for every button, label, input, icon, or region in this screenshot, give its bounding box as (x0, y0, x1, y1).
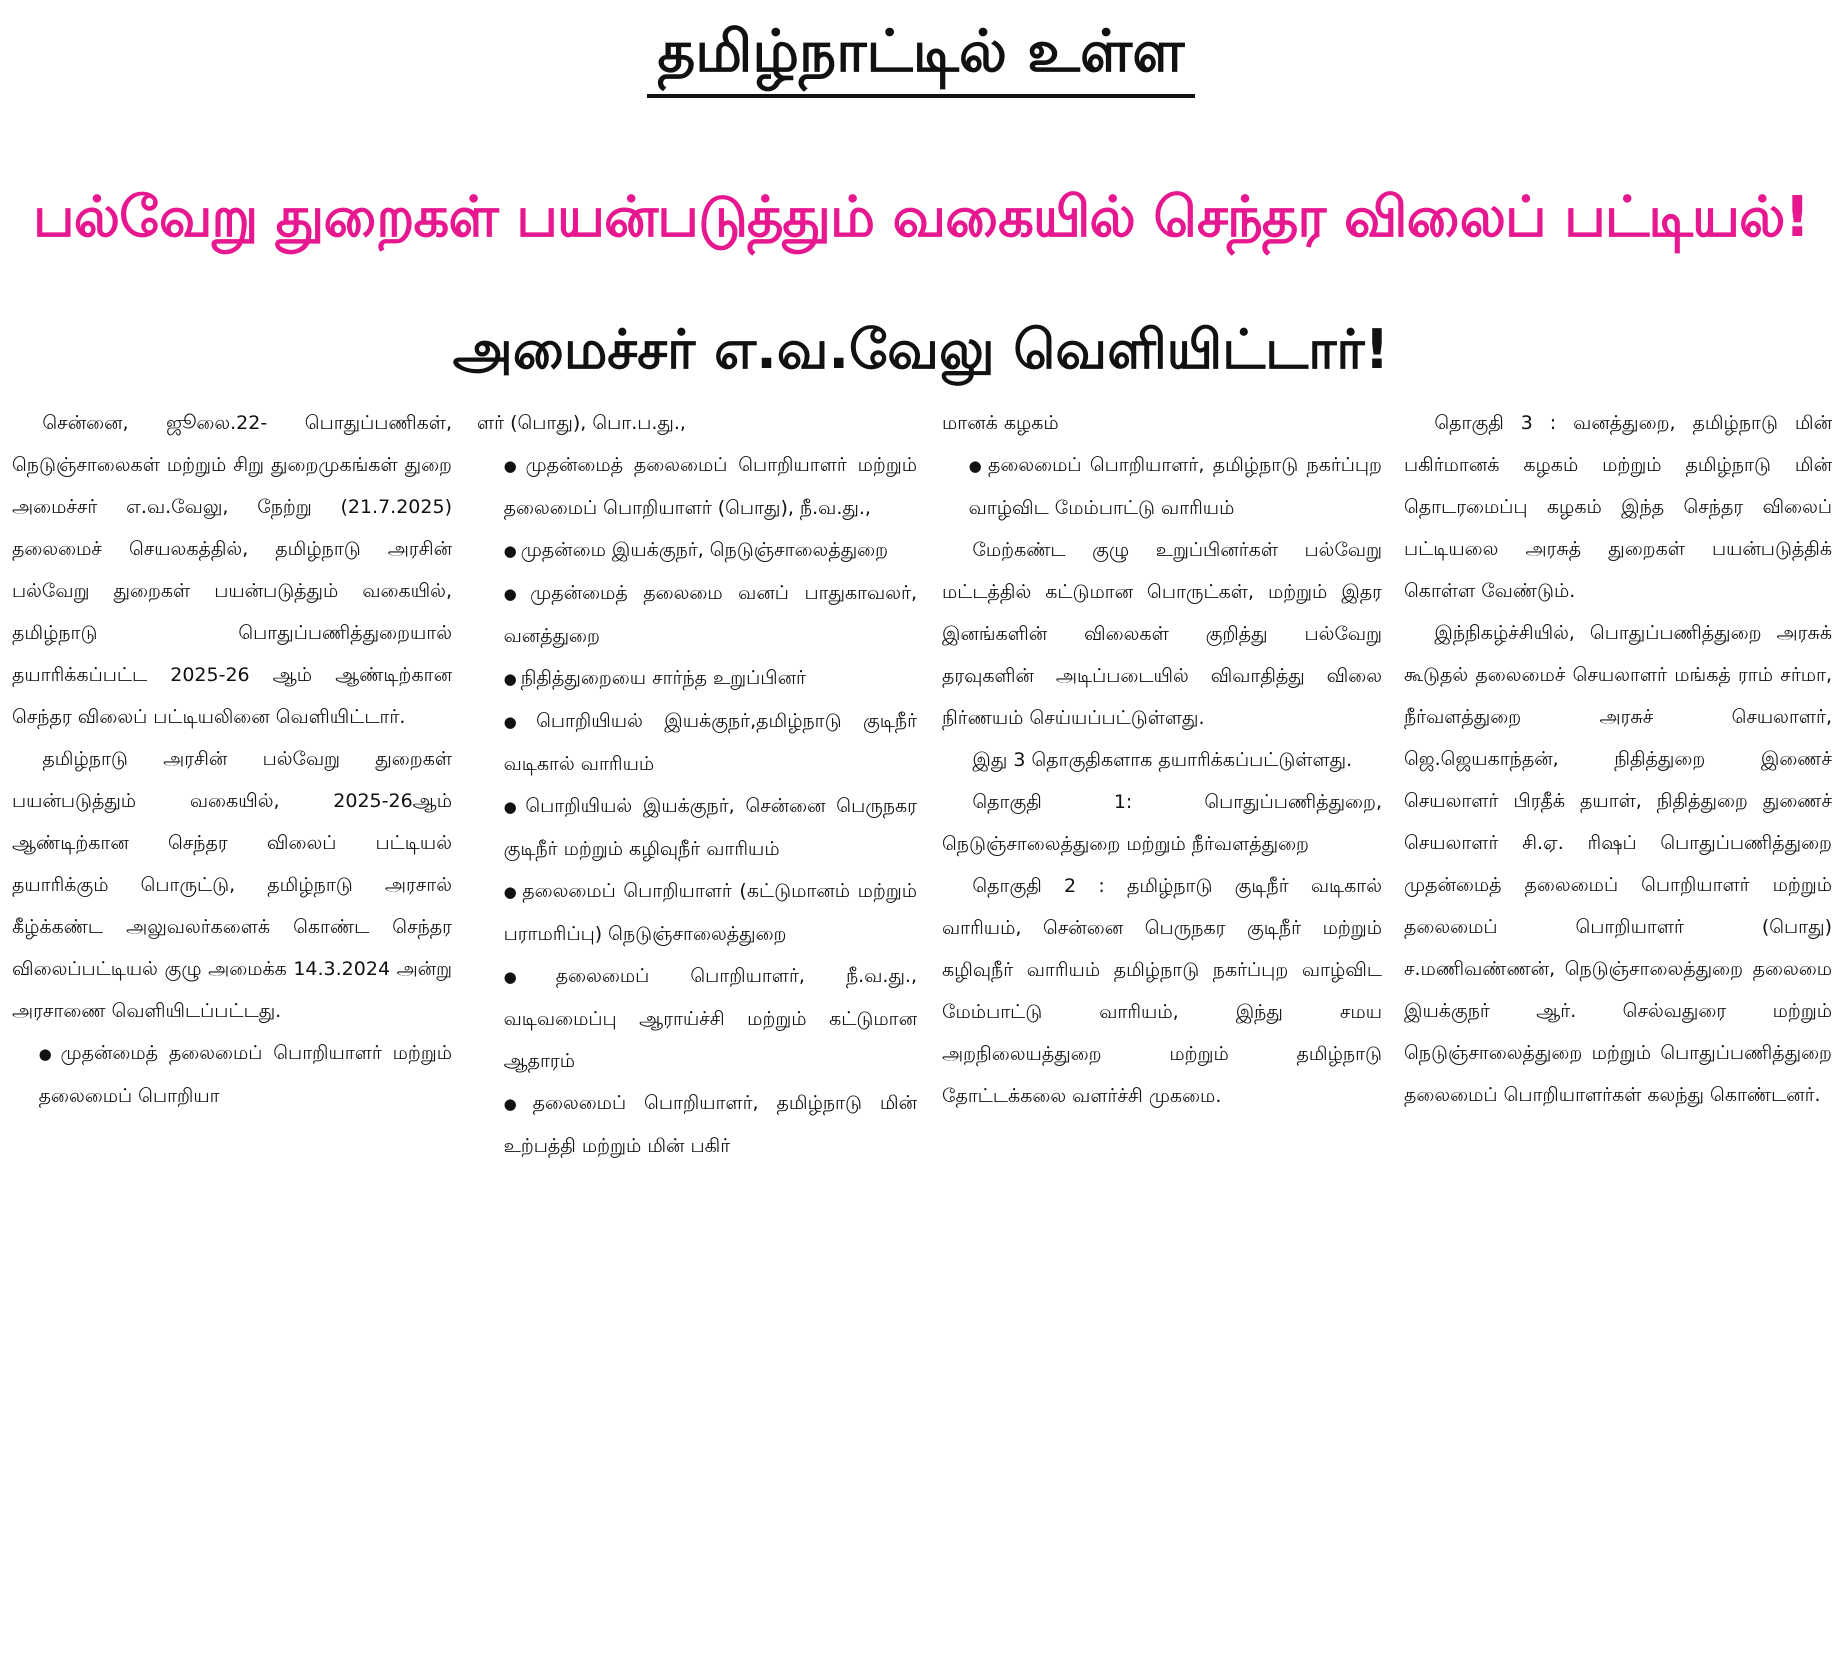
list-item-text: முதன்மைத் தலைமை வனப் பாதுகாவலர், வனத்துறை (503, 582, 917, 647)
paragraph: சென்னை, ஜூலை.22- பொதுப்பணிகள், நெடுஞ்சாலைகள் மற்றும் சிறு துறைமுகங்கள் துறை அமைச்சர் எ.வ.வேலு, நேற்று (21.7.2025) தலைமைச் செயலகத்தில், தமிழ்நாடு அரசின் பல்வேறு துறைகள் பயன்படுத்தும் வகையில், தமிழ்நாடு பொதுப்பணித்துறையால் தயாரிக்கப்பட்ட 2025-26 ஆம் ஆண்டிற்கான செந்தர விலைப் பட்டியலினை வெளியிட்டார். (12, 412, 452, 728)
kicker-heading (0, 8, 1842, 98)
list-item-text: பொறியியல் இயக்குநர்,தமிழ்நாடு குடிநீர் வடிகால் வாரியம் (503, 710, 917, 775)
paragraph: ளர் (பொது), பொ.ப.து., (477, 412, 686, 434)
list-item (477, 700, 917, 785)
bullet-icon: ● (503, 585, 527, 603)
kicker-text: தமிழ்நாட்டில் உள்ள (647, 8, 1194, 98)
subheadline: அமைச்சர் எ.வ.வேலு வெளியிட்டார்! (452, 318, 1390, 381)
list-item-text: முதன்மை இயக்குநர், நெடுஞ்சாலைத்துறை (520, 539, 889, 561)
list-item (942, 444, 1382, 529)
bullet-icon: ● (503, 713, 533, 731)
list-item (477, 870, 917, 955)
paragraph: இந்நிகழ்ச்சியில், பொதுப்பணித்துறை அரசுக் கூடுதல் தலைமைச் செயலாளர் மங்கத் ராம் சர்மா, நீர்வளத்துறை அரசுச் செயலாளர், ஜெ.ஜெயகாந்தன், நிதித்துறை இணைச் செயலாளர் பிரதீக் தயாள், நிதித்துறை துணைச் செயலாளர் சி.ஏ. ரிஷப் பொதுப்பணித்துறை முதன்மைத் தலைமைப் பொறியாளர் மற்றும் தலைமைப் பொறியாளர் (பொது) ச.மணிவண்ணன், நெடுஞ்சாலைத்துறை தலைமை இயக்குநர் ஆர். செல்வதுரை மற்றும் நெடுஞ்சாலைத்துறை மற்றும் பொதுப்பணித்துறை தலைமைப் பொறியாளர்கள் கலந்து கொண்டனர். (1404, 622, 1832, 1106)
paragraph: தொகுதி 2 : தமிழ்நாடு குடிநீர் வடிகால் வாரியம், சென்னை பெருநகர குடிநீர் மற்றும் கழிவுநீர் வாரியம் தமிழ்நாடு நகர்ப்புற வாழ்விட மேம்பாட்டு வாரியம், இந்து சமய அறநிலையத்துறை மற்றும் தமிழ்நாடு தோட்டக்கலை வளர்ச்சி முகமை. (942, 875, 1382, 1107)
bullet-icon: ● (503, 542, 517, 560)
bullet-icon: ● (503, 670, 517, 688)
paragraph: மேற்கண்ட குழு உறுப்பினர்கள் பல்வேறு மட்டத்தில் கட்டுமான பொருட்கள், மற்றும் இதர இனங்களின் விலைகள் குறித்து பல்வேறு தரவுகளின் அடிப்படையில் விவாதித்து விலை நிர்ணயம் செய்யப்பட்டுள்ளது. (942, 539, 1382, 729)
list-item-text: தலைமைப் பொறியாளர் (கட்டுமானம் மற்றும் பராமரிப்பு) நெடுஞ்சாலைத்துறை (503, 880, 917, 945)
list-item-text: முதன்மைத் தலைமைப் பொறியாளர் மற்றும் தலைமைப் பொறியாளர் (பொது), நீ.வ.து., (503, 454, 917, 519)
bullet-icon: ● (503, 1095, 529, 1113)
article-column-4 (1404, 402, 1832, 1652)
list-item-text: முதன்மைத் தலைமைப் பொறியாளர் மற்றும் தலைமைப் பொறியா (38, 1042, 452, 1107)
main-headline: பல்வேறு துறைகள் பயன்படுத்தும் வகையில் செந்தர விலைப் பட்டியல்! (32, 185, 1810, 250)
list-item (477, 785, 917, 870)
article-column-2 (477, 402, 917, 1652)
article-column-3 (942, 402, 1382, 1652)
list-item (477, 1082, 917, 1167)
list-item-text: தலைமைப் பொறியாளர், தமிழ்நாடு நகர்ப்புற வாழ்விட மேம்பாட்டு வாரியம் (968, 454, 1382, 519)
list-item-text: தலைமைப் பொறியாளர், நீ.வ.து., வடிவமைப்பு ஆராய்ச்சி மற்றும் கட்டுமான ஆதாரம் (503, 965, 917, 1072)
paragraph: இது 3 தொகுதிகளாக தயாரிக்கப்பட்டுள்ளது. (972, 749, 1353, 771)
bullet-icon: ● (503, 883, 519, 901)
paragraph: தமிழ்நாடு அரசின் பல்வேறு துறைகள் பயன்படுத்தும் வகையில், 2025-26ஆம் ஆண்டிற்கான செந்தர விலைப் பட்டியல் தயாரிக்கும் பொருட்டு, தமிழ்நாடு அரசால் கீழ்க்கண்ட அலுவலர்களைக் கொண்ட செந்தர விலைப்பட்டியல் குழு அமைக்க 14.3.2024 அன்று அரசாணை வெளியிடப்பட்டது. (12, 748, 452, 1022)
list-item-text: பொறியியல் இயக்குநர், சென்னை பெருநகர குடிநீர் மற்றும் கழிவுநீர் வாரியம் (503, 795, 917, 860)
paragraph: தொகுதி 1: பொதுப்பணித்துறை, நெடுஞ்சாலைத்துறை மற்றும் நீர்வளத்துறை (942, 791, 1382, 855)
list-item (477, 572, 917, 657)
paragraph: தொகுதி 3 : வனத்துறை, தமிழ்நாடு மின் பகிர்மானக் கழகம் மற்றும் தமிழ்நாடு மின் தொடரமைப்பு கழகம் இந்த செந்தர விலைப் பட்டியலை அரசுத் துறைகள் பயன்படுத்திக் கொள்ள வேண்டும். (1404, 412, 1832, 602)
bullet-icon: ● (503, 798, 522, 816)
bullet-icon: ● (38, 1045, 57, 1063)
bullet-icon: ● (968, 457, 984, 475)
list-item-text: தலைமைப் பொறியாளர், தமிழ்நாடு மின் உற்பத்தி மற்றும் மின் பகிர் (503, 1092, 917, 1157)
list-item (477, 529, 917, 572)
article-column-1 (12, 402, 452, 1652)
list-item (477, 444, 917, 529)
list-item (12, 1032, 452, 1117)
bullet-icon: ● (503, 457, 522, 475)
list-item (477, 657, 917, 700)
paragraph: மானக் கழகம் (942, 412, 1059, 434)
list-item (477, 955, 917, 1082)
bullet-icon: ● (503, 968, 552, 986)
list-item-text: நிதித்துறையை சார்ந்த உறுப்பினர் (520, 667, 806, 689)
